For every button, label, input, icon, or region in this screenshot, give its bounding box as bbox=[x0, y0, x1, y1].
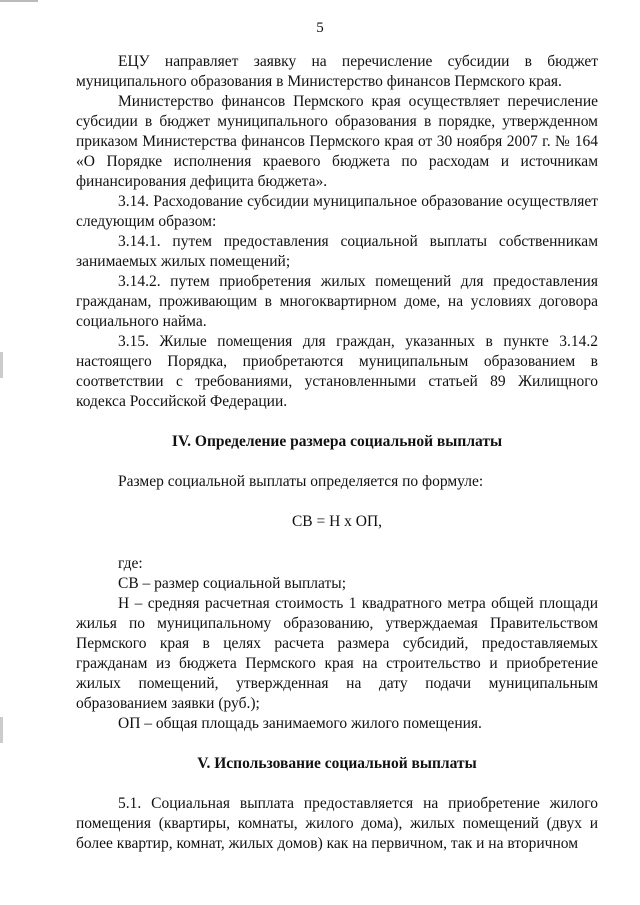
paragraph: 3.14. Расходование субсидии муниципальное образование осуществляет следующим образом: bbox=[76, 193, 598, 230]
page-number: 5 bbox=[316, 20, 324, 36]
definition: Н – средняя расчетная стоимость 1 квадратного метра общей площади жилья по муниципальному образованию, утверждаемая Правительством Пермского края в целях расчета размера субсидий, предоставляемых гражданам из бюджета Пермского края на строительство и приобретение жилых помещений, утвержденная на дату подачи муниципальным образованием заявки (руб.); bbox=[76, 595, 598, 712]
paragraph: 3.14.1. путем предоставления социальной выплаты собственникам занимаемых жилых помещений; bbox=[76, 233, 598, 270]
paragraph: Министерство финансов Пермского края осуществляет перечисление субсидии в бюджет муниципального образования в порядке, утвержденном приказом Министерства финансов Пермского края от 30 ноября 2007 г. № 164 «О Порядке исполнения краевого бюджета по расходам и источникам финансирования дефицита бюджета». bbox=[76, 93, 598, 190]
definition: ОП – общая площадь занимаемого жилого помещения. bbox=[118, 715, 482, 732]
scan-edge-mark bbox=[0, 0, 38, 5]
where-label: где: bbox=[118, 555, 143, 572]
paragraph: 5.1. Социальная выплата предоставляется на приобретение жилого помещения (квартиры, комнаты, жилого дома), жилых помещений (двух и более квартир, комнат, жилых домов) как на первичном, так и на вторичном bbox=[76, 795, 598, 852]
definition: СВ – размер социальной выплаты; bbox=[118, 575, 347, 592]
document-body bbox=[76, 52, 598, 854]
formula-intro: Размер социальной выплаты определяется по формуле: bbox=[118, 473, 484, 490]
paragraph: 3.14.2. путем приобретения жилых помещений для предоставления гражданам, проживающим в многоквартирном доме, на условиях договора социального найма. bbox=[76, 273, 598, 330]
margin-tick bbox=[0, 352, 3, 378]
paragraph: 3.15. Жилые помещения для граждан, указанных в пункте 3.14.2 настоящего Порядка, приобретаются муниципальным образованием в соответствии с требованиями, установленными статьей 89 Жилищного кодекса Российской Федерации. bbox=[76, 333, 598, 410]
section-heading: V. Использование социальной выплаты bbox=[197, 755, 477, 772]
section-heading: IV. Определение размера социальной выплаты bbox=[171, 433, 503, 450]
formula: СВ = Н х ОП, bbox=[291, 513, 383, 530]
margin-tick bbox=[0, 717, 3, 743]
paragraph: ЕЦУ направляет заявку на перечисление субсидии в бюджет муниципального образования в Министерство финансов Пермского края. bbox=[76, 53, 598, 90]
